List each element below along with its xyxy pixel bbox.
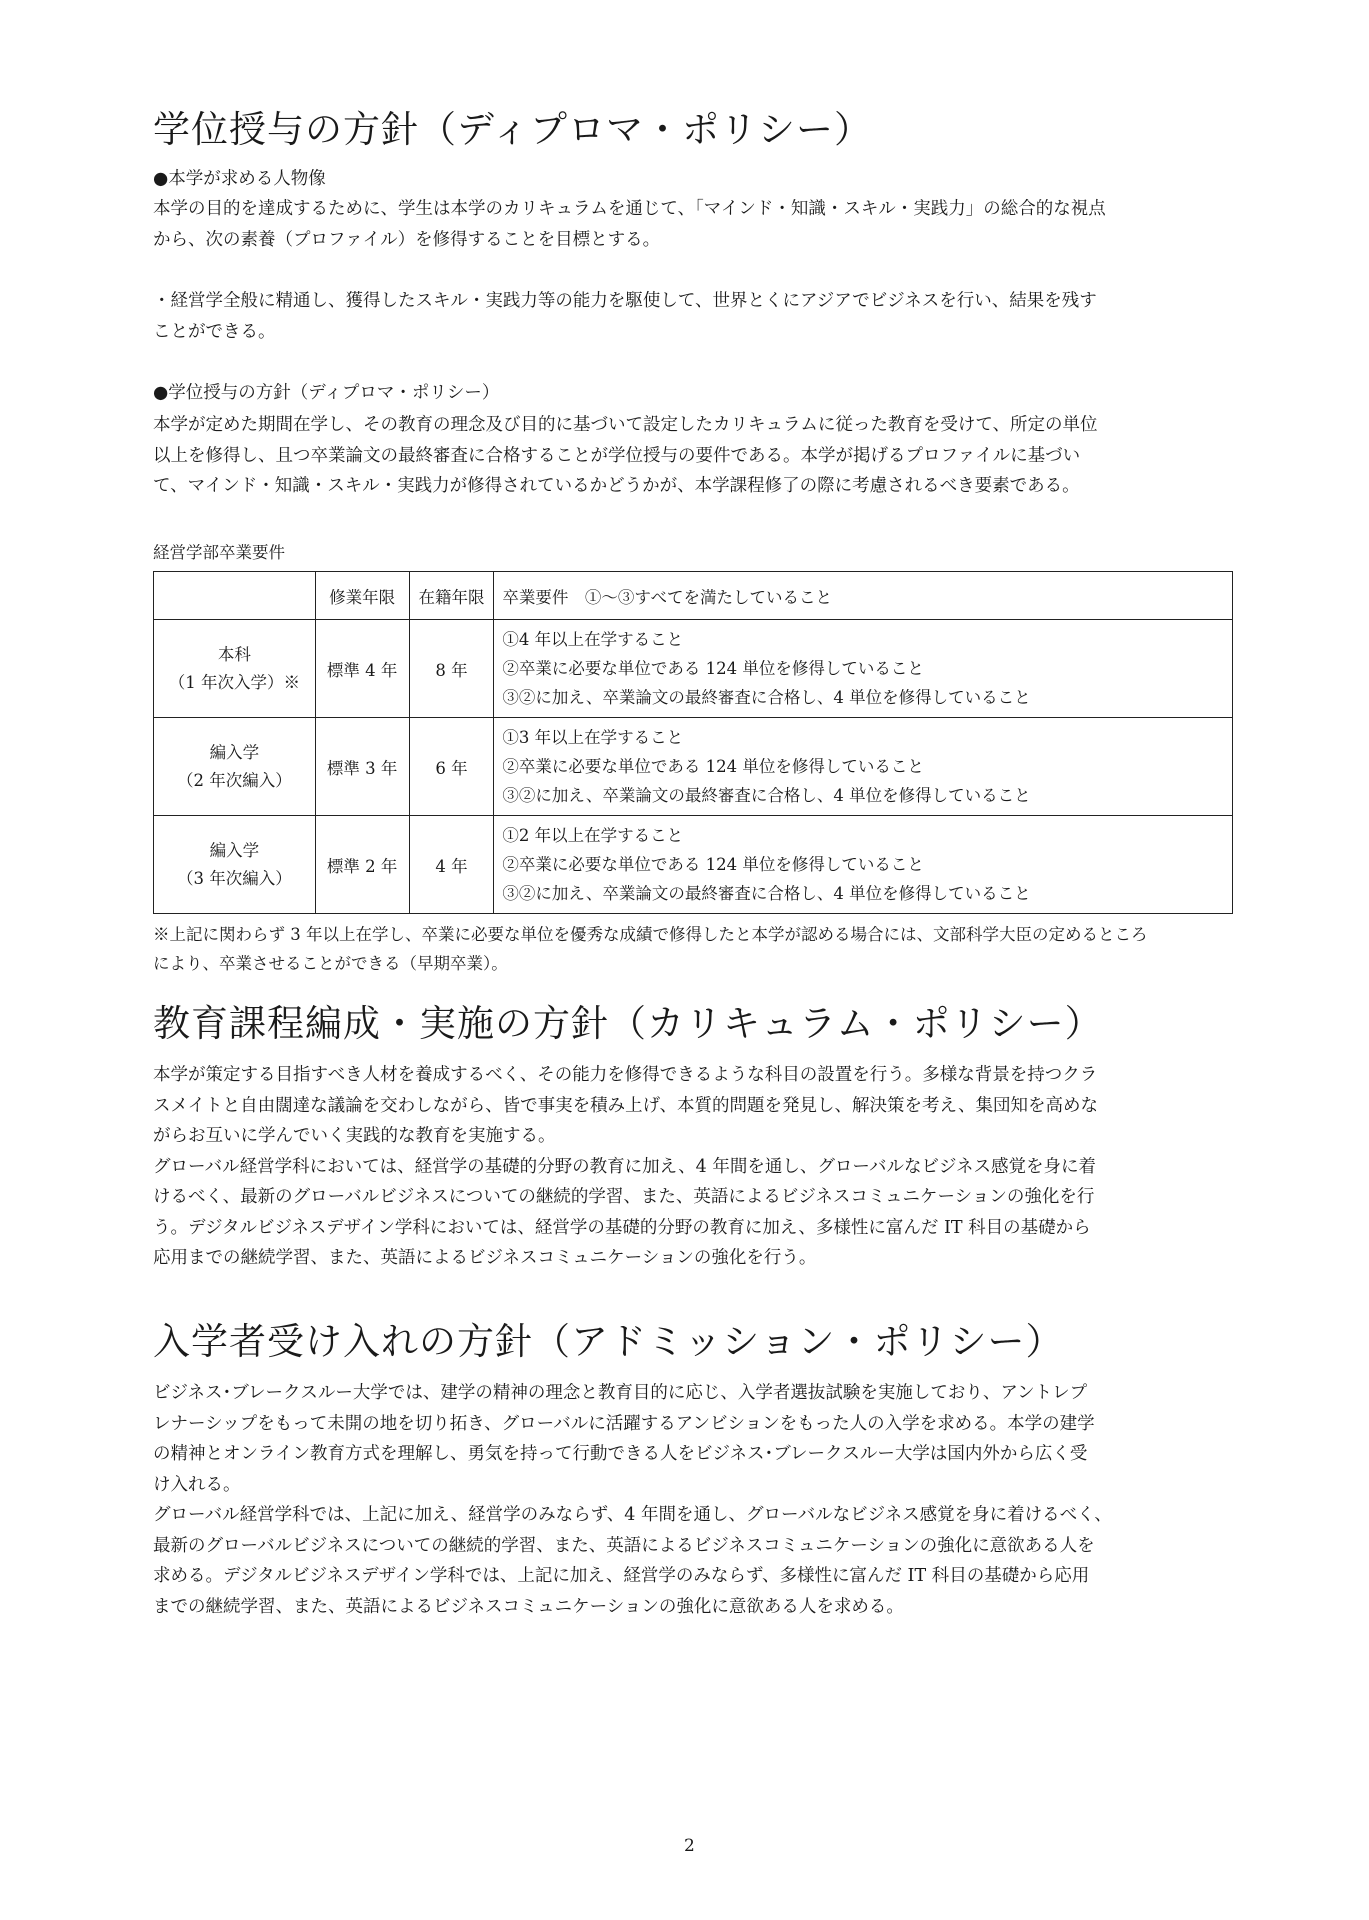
requirements-cell [494, 816, 1233, 914]
person-heading: ●本学が求める人物像 [153, 169, 326, 189]
requirement-item: ①3 年以上在学すること [502, 728, 684, 747]
early-graduation-note [153, 920, 1233, 978]
policy-paragraph [153, 410, 1233, 502]
course-cell [154, 816, 316, 914]
term-cell: 標準 4 年 [315, 620, 409, 718]
limit-cell: 6 年 [409, 718, 494, 816]
diploma-policy-title: 学位授与の方針（ディプロマ・ポリシー） [153, 108, 873, 151]
table-header-cell [154, 572, 316, 620]
person-paragraph [153, 194, 1233, 255]
requirements-cell [494, 718, 1233, 816]
course-cell [154, 620, 316, 718]
text-line: までの継続学習、また、英語によるビジネスコミュニケーションの強化に意欲ある人を求める。 [153, 1596, 904, 1617]
requirement-item: ③②に加え、卒業論文の最終審査に合格し、4 単位を修得していること [502, 884, 1031, 903]
course-name: 本科 [217, 644, 251, 664]
table-row [154, 816, 1233, 914]
text-line: により、卒業させることができる（早期卒業）。 [153, 954, 508, 973]
course-sub: （2 年次編入） [176, 770, 292, 790]
table-header-cell: 卒業要件 ①〜③すべてを満たしていること [494, 572, 1233, 620]
text-line: ビジネス･ブレークスルー大学では、建学の精神の理念と教育目的に応じ、入学者選抜試験を実施しており、アントレプ [153, 1383, 1088, 1403]
requirements-cell [494, 620, 1233, 718]
requirement-item: ③②に加え、卒業論文の最終審査に合格し、4 単位を修得していること [502, 688, 1031, 707]
curriculum-paragraph [153, 1060, 1233, 1274]
requirement-item: ①2 年以上在学すること [502, 826, 684, 845]
text-line: がらお互いに学んでいく実践的な教育を実施する。 [153, 1126, 556, 1146]
table-row [154, 620, 1233, 718]
graduation-requirements-table [153, 571, 1233, 914]
text-line: スメイトと自由闊達な議論を交わしながら、皆で事実を積み上げ、本質的問題を発見し、解決策を考え、集団知を高めな [153, 1095, 1098, 1116]
text-line: け入れる。 [153, 1474, 241, 1495]
table-caption: 経営学部卒業要件 [153, 543, 285, 562]
text-line: から、次の素養（プロファイル）を修得することを目標とする。 [153, 229, 661, 250]
text-line: ことができる。 [153, 321, 276, 342]
course-cell [154, 718, 316, 816]
text-line: 求める。デジタルビジネスデザイン学科では、上記に加え、経営学のみならず、多様性に富んだ IT 科目の基礎から応用 [153, 1566, 1090, 1586]
text-line: 本学の目的を達成するために、学生は本学のカリキュラムを通じて、「マインド・知識・スキル・実践力」の総合的な視点 [153, 199, 1106, 219]
text-line: 本学が策定する目指すべき人材を養成するべく、その能力を修得できるような科目の設置を行う。多様な背景を持つクラ [153, 1065, 1098, 1085]
table-header-cell: 在籍年限 [409, 572, 494, 620]
text-line: 最新のグローバルビジネスについての継続的学習、また、英語によるビジネスコミュニケーションの強化に意欲ある人を [153, 1535, 1095, 1556]
course-sub: （1 年次入学）※ [168, 672, 300, 692]
profile-paragraph [153, 286, 1233, 347]
course-name: 編入学 [209, 840, 260, 860]
text-line: の精神とオンライン教育方式を理解し、勇気を持って行動できる人をビジネス･ブレークスルー大学は国内外から広く受 [153, 1444, 1088, 1464]
curriculum-policy-title: 教育課程編成・実施の方針（カリキュラム・ポリシー） [153, 1002, 1103, 1045]
text-line: ・経営学全般に精通し、獲得したスキル・実践力等の能力を駆使して、世界とくにアジアでビジネスを行い、結果を残す [153, 291, 1097, 311]
text-line: けるべく、最新のグローバルビジネスについての継続的学習、また、英語によるビジネスコミュニケーションの強化を行 [153, 1187, 1095, 1207]
text-line: ※上記に関わらず 3 年以上在学し、卒業に必要な単位を優秀な成績で修得したと本学が認める場合には、文部科学大臣の定めるところ [153, 925, 1148, 944]
requirement-item: ②卒業に必要な単位である 124 単位を修得していること [502, 659, 924, 678]
table-header-cell: 修業年限 [315, 572, 409, 620]
requirement-item: ②卒業に必要な単位である 124 単位を修得していること [502, 855, 924, 874]
table-row [154, 718, 1233, 816]
requirement-item: ①4 年以上在学すること [502, 630, 684, 649]
text-line: 本学が定めた期間在学し、その教育の理念及び目的に基づいて設定したカリキュラムに従った教育を受けて、所定の単位 [153, 415, 1098, 435]
admission-paragraph [153, 1378, 1233, 1622]
admission-policy-title: 入学者受け入れの方針（アドミッション・ポリシー） [153, 1320, 1064, 1363]
text-line: レナーシップをもって未開の地を切り拓き、グローバルに活躍するアンビションをもった人の入学を求める。本学の建学 [153, 1413, 1095, 1434]
limit-cell: 4 年 [409, 816, 494, 914]
text-line: 応用までの継続学習、また、英語によるビジネスコミュニケーションの強化を行う。 [153, 1248, 817, 1268]
term-cell: 標準 2 年 [315, 816, 409, 914]
course-name: 編入学 [209, 742, 260, 762]
text-line: 以上を修得し、且つ卒業論文の最終審査に合格することが学位授与の要件である。本学が掲げるプロファイルに基づい [153, 445, 1081, 466]
table-header-row [154, 572, 1233, 620]
policy-heading: ●学位授与の方針（ディプロマ・ポリシー） [153, 383, 500, 403]
limit-cell: 8 年 [409, 620, 494, 718]
text-line: グローバル経営学科では、上記に加え、経営学のみならず、4 年間を通し、グローバルなビジネス感覚を身に着けるべく、 [153, 1505, 1112, 1525]
requirement-item: ②卒業に必要な単位である 124 単位を修得していること [502, 757, 924, 776]
text-line: て、マインド・知識・スキル・実践力が修得されているかどうかが、本学課程修了の際に考慮されるべき要素である。 [153, 476, 1080, 496]
page-number: 2 [684, 1836, 695, 1856]
text-line: グローバル経営学科においては、経営学の基礎的分野の教育に加え、4 年間を通し、グローバルなビジネス感覚を身に着 [153, 1156, 1096, 1177]
term-cell: 標準 3 年 [315, 718, 409, 816]
text-line: う。デジタルビジネスデザイン学科においては、経営学の基礎的分野の教育に加え、多様性に富んだ IT 科目の基礎から [153, 1217, 1091, 1238]
requirement-item: ③②に加え、卒業論文の最終審査に合格し、4 単位を修得していること [502, 786, 1031, 805]
course-sub: （3 年次編入） [176, 868, 292, 888]
